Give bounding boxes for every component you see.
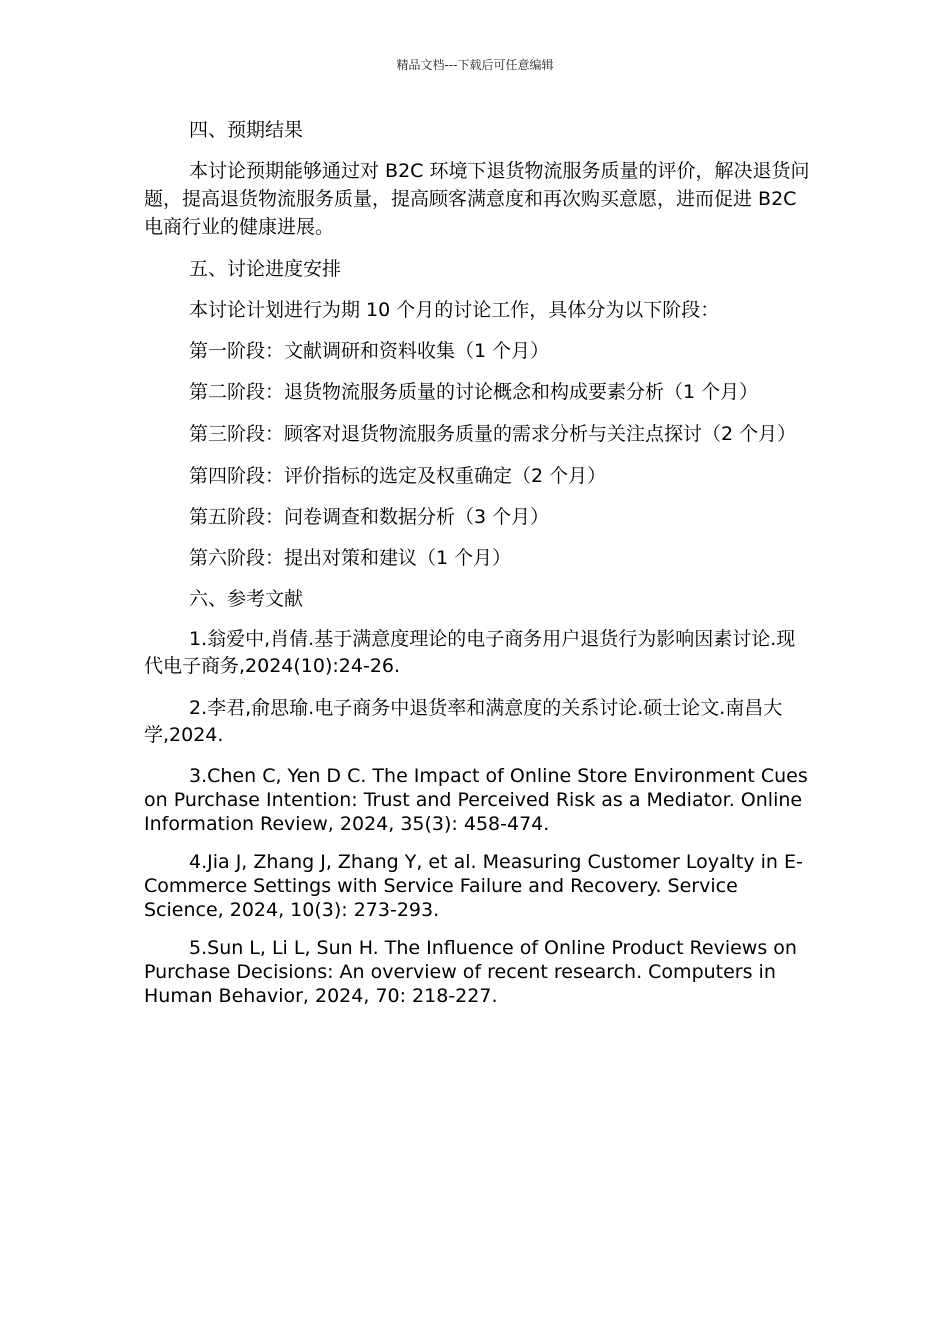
section-heading-references: 六、参考文献 <box>189 588 304 610</box>
expected-results-paragraph: 本讨论预期能够通过对 B2C 环境下退货物流服务质量的评价，解决退货问题，提高退货物流服务质量，提高顾客满意度和再次购买意愿，进而促进 B2C 电商行业的健康进展。 <box>144 160 810 238</box>
page-header: 精品文档---下载后可任意编辑 <box>396 58 554 72</box>
reference-item: 4.Jia J, Zhang J, Zhang Y, et al. Measuring Customer Loyalty in E-Commerce Settings with Service Failure and Recovery. Service Science, 2024, 10(3): 273-293. <box>144 851 803 921</box>
schedule-intro-paragraph: 本讨论计划进行为期 10 个月的讨论工作，具体分为以下阶段： <box>189 299 720 321</box>
reference-item: 3.Chen C, Yen D C. The Impact of Online Store Environment Cues on Purchase Intention: Trust and Perceived Risk as a Mediator. Online Information Review, 2024, 35(3): 458-474. <box>144 765 808 835</box>
phase-item: 第六阶段：提出对策和建议（1 个月） <box>189 547 512 569</box>
section-heading-expected-results: 四、预期结果 <box>189 119 304 141</box>
reference-item: 5.Sun L, Li L, Sun H. The Influence of Online Product Reviews on Purchase Decisions: An overview of recent research. Computers in Human Behavior, 2024, 70: 218-227. <box>144 937 797 1007</box>
phase-item: 第五阶段：问卷调查和数据分析（3 个月） <box>189 506 550 528</box>
document-body <box>144 116 810 1008</box>
reference-item: 1.翁爱中,肖倩.基于满意度理论的电子商务用户退货行为影响因素讨论.现代电子商务,2024(10):24-26. <box>144 628 796 677</box>
phase-item: 第一阶段：文献调研和资料收集（1 个月） <box>189 340 550 362</box>
reference-item: 2.李君,俞思瑜.电子商务中退货率和满意度的关系讨论.硕士论文.南昌大学,2024. <box>144 697 783 746</box>
phase-item: 第三阶段：顾客对退货物流服务质量的需求分析与关注点探讨（2 个月） <box>189 423 797 445</box>
phase-item: 第四阶段：评价指标的选定及权重确定（2 个月） <box>189 465 607 487</box>
phase-item: 第二阶段：退货物流服务质量的讨论概念和构成要素分析（1 个月） <box>189 381 759 403</box>
section-heading-schedule: 五、讨论进度安排 <box>189 258 342 280</box>
